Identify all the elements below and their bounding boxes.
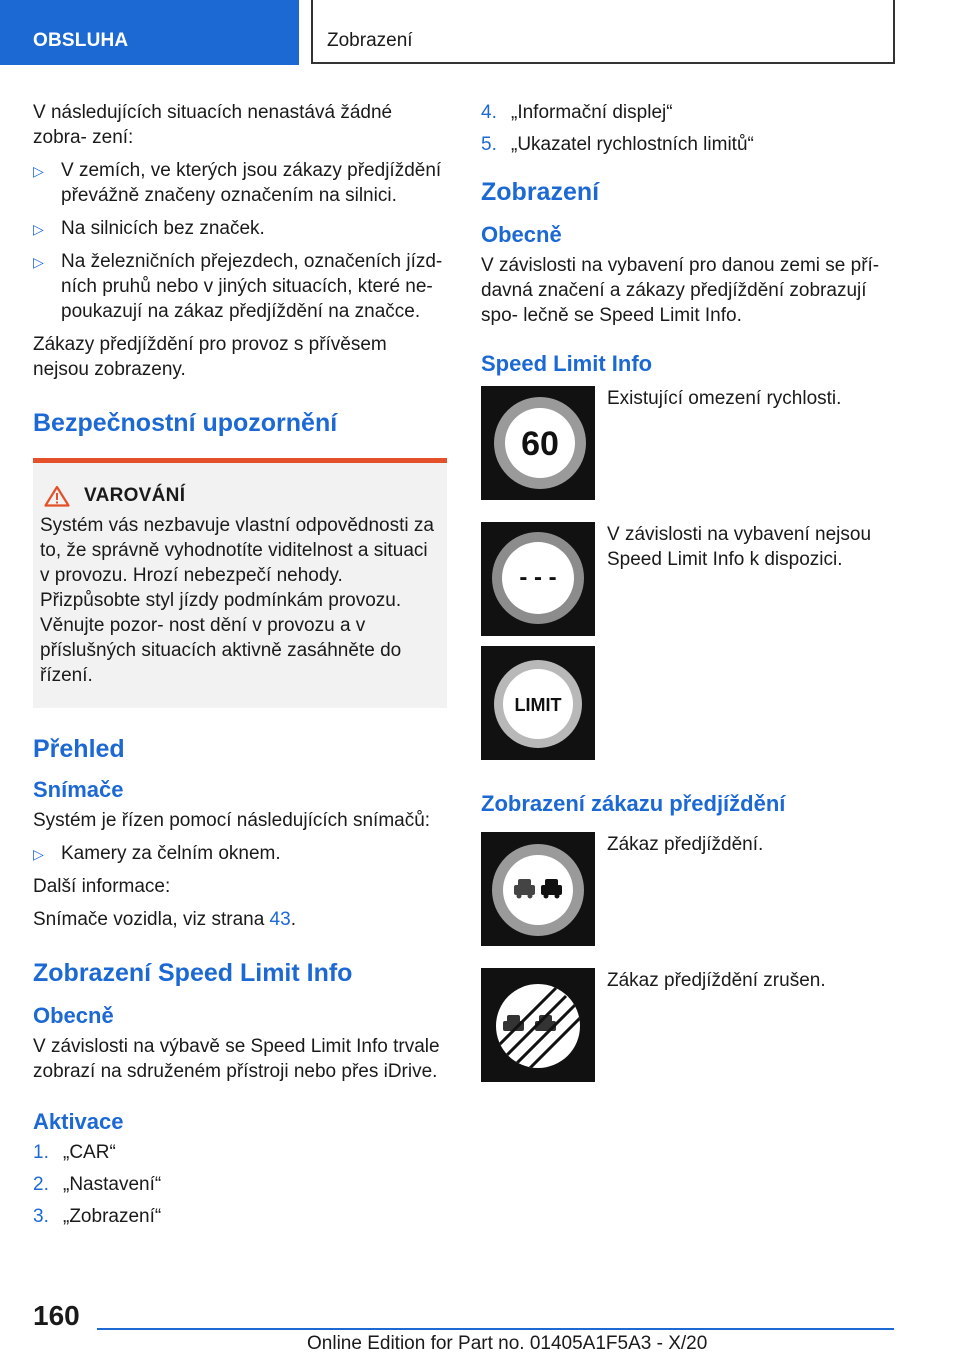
list-item: ▷ Kamery za čelním oknem. [33,841,447,866]
footer-divider [97,1328,894,1330]
speed-limit-sign-image [481,386,595,500]
list-item: ▷ Na železničních přejezdech, označeních jízd- ních pruhů nebo v jiných situacích, které ne- poukazují na zákaz předjíždění na značce. [33,251,443,322]
limit-label: LIMIT [514,695,562,715]
triangle-bullet-icon: ▷ [33,163,44,179]
speed-number: 60 [521,425,559,463]
activation-heading: Aktivace [33,1109,124,1134]
left-column [33,100,447,1236]
step-item: 1. „CAR“ [33,1142,116,1163]
unavailable-sign-image [481,522,595,636]
warning-box [33,458,447,708]
edition-text: Online Edition for Part no. 01405A1F5A3 - X/20 [307,1333,708,1354]
overtake-heading: Zobrazení zákazu předjíždění [481,791,786,816]
limit-sign-image [481,646,595,760]
warning-text: Systém vás nezbavuje vlastní odpovědnosti za to, že správně vyhodnotíte viditelnost a situaci v provozu. Hrozí nebezpečí nehody. Přizpůsobte styl jízdy podmínkám provozu. Věnujte pozor- nost dění v provozu a v příslušných situacích aktivně zasáhněte do řízení. [40,515,434,686]
sign-row-limit [481,646,901,760]
step-item: 3. „Zobrazení“ [33,1206,162,1227]
more-info-label: Další informace: [33,876,171,897]
no-overtaking-sign-image [481,832,595,946]
section-tab: OBSLUHA [0,0,299,65]
warning-triangle-icon [44,485,70,507]
sign-row-no-overtake [481,832,901,946]
display-sli-heading: Zobrazení Speed Limit Info [33,959,353,987]
sign-caption: Zákaz předjíždění. [607,834,764,855]
general-heading: Obecně [481,222,562,247]
display-heading: Zobrazení [481,178,600,206]
end-no-overtaking-sign-image [481,968,595,1082]
general-text: V závislosti na výbavě se Speed Limit Info trvale zobrazí na sdruženém přístroji nebo přes iDrive. [33,1036,440,1082]
sensors-text: Systém je řízen pomocí následujících snímačů: [33,810,431,831]
triangle-bullet-icon: ▷ [33,221,44,237]
sign-row-end-overtake [481,968,901,1082]
sign-caption: Existující omezení rychlosti. [607,388,842,409]
triangle-bullet-icon: ▷ [33,254,44,270]
right-column [481,100,901,1082]
general-text: V závislosti na vybavení pro danou zemi se pří- davná značení a zákazy předjíždění zobrazují spo- lečně se Speed Limit Info. [481,255,880,326]
sensors-reference: Snímače vozidla, viz strana 43. [33,909,296,930]
list-item: ▷ V zemích, ve kterých jsou zákazy předjíždění převážně značeny označením na silnici. [33,160,442,206]
overview-heading: Přehled [33,735,125,763]
sign-row-60 [481,386,901,500]
chapter-title: Zobrazení [311,0,895,64]
trailer-text: Zákazy předjíždění pro provoz s přívěsem nejsou zobrazeny. [33,334,387,380]
page-number: 160 [33,1300,80,1331]
step-item: 4. „Informační displej“ [481,102,673,123]
sli-heading: Speed Limit Info [481,351,653,376]
step-item: 2. „Nastavení“ [33,1174,162,1195]
page-link[interactable]: 43 [269,909,291,930]
sensors-heading: Snímače [33,777,124,802]
intro-text: V následujících situacích nenastává žádné zobra- zení: [33,102,393,148]
warning-title: VAROVÁNÍ [84,485,186,506]
safety-heading: Bezpečnostní upozornění [33,409,338,437]
sign-row-unavailable [481,522,901,636]
dashes-label: - - - [519,564,557,591]
step-item: 5. „Ukazatel rychlostních limitů“ [481,134,754,155]
sign-caption: V závislosti na vybavení nejsou Speed Limit Info k dispozici. [607,524,872,570]
sign-caption: Zákaz předjíždění zrušen. [607,970,826,991]
list-item: ▷ Na silnicích bez značek. [33,216,447,241]
general-heading: Obecně [33,1003,114,1028]
triangle-bullet-icon: ▷ [33,846,44,862]
